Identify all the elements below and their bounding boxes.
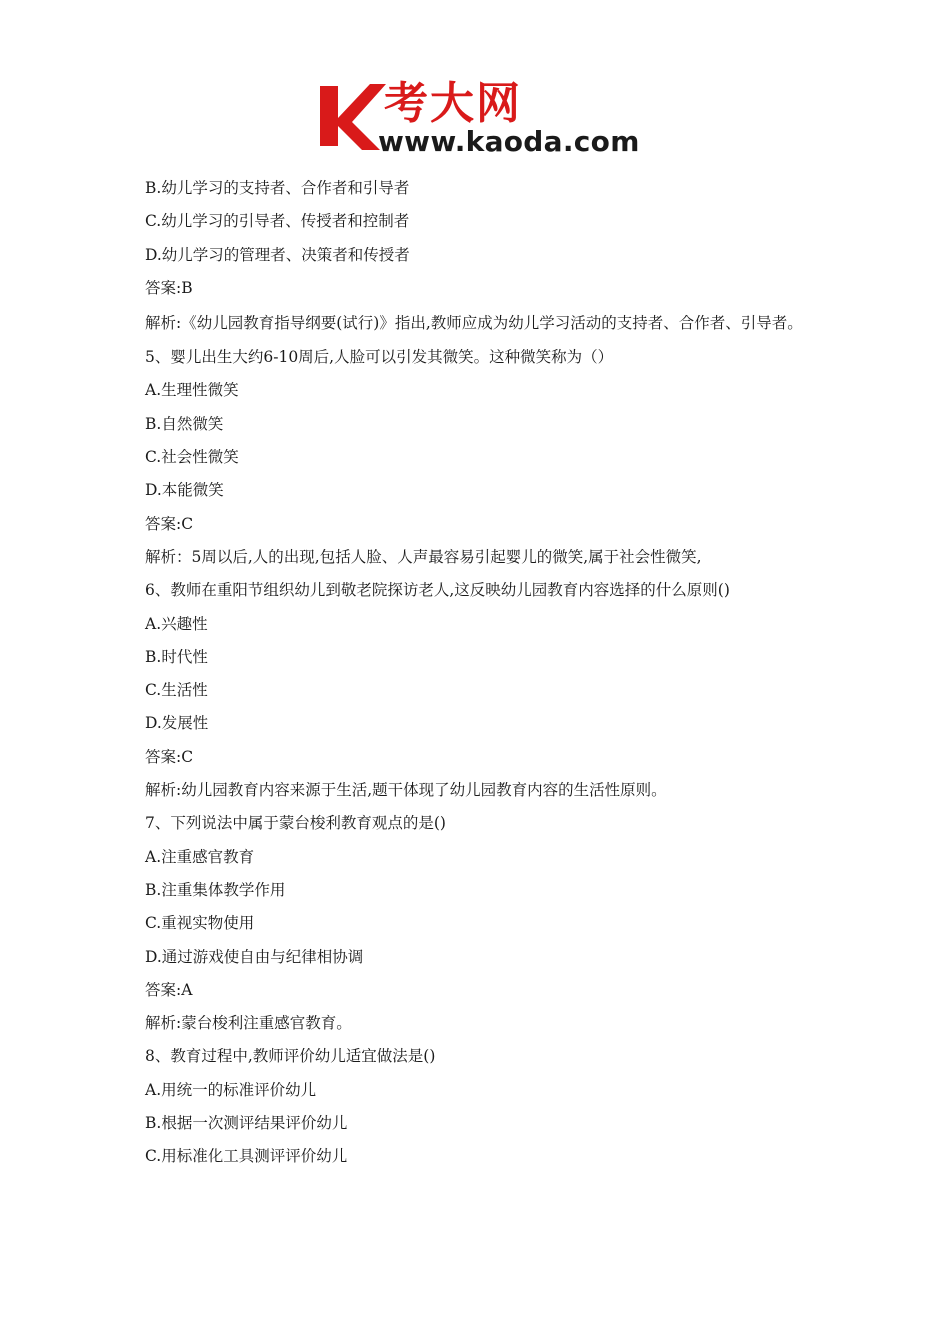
document-body xyxy=(145,172,815,1174)
answer: 答案:B xyxy=(145,278,193,297)
explanation: 解析:幼儿园教育内容来源于生活,题干体现了幼儿园教育内容的生活性原则。 xyxy=(145,781,667,800)
question-5: 5、婴儿出生大约6-10周后,人脸可以引发其微笑。这种微笑称为（） xyxy=(145,348,614,367)
option-d: D.通过游戏使自由与纪律相协调 xyxy=(145,947,364,966)
option-b: B.时代性 xyxy=(145,647,208,666)
kaoda-logo xyxy=(318,80,638,160)
brand-name: 考大网 xyxy=(384,78,522,129)
option-d: D.本能微笑 xyxy=(145,481,224,500)
option-a: A.注重感官教育 xyxy=(145,847,255,866)
option-b: B.根据一次测评结果评价幼儿 xyxy=(145,1114,348,1133)
answer: 答案:C xyxy=(145,514,194,533)
option-b: B.注重集体教学作用 xyxy=(145,880,286,899)
option-c: C.幼儿学习的引导者、传授者和控制者 xyxy=(145,212,410,231)
explanation: 解析:蒙台梭利注重感官教育。 xyxy=(145,1014,352,1033)
explanation: 解析：5周以后,人的出现,包括人脸、人声最容易引起婴儿的微笑,属于社会性微笑, xyxy=(145,547,702,566)
option-a: A.生理性微笑 xyxy=(145,381,239,400)
option-c: C.生活性 xyxy=(145,681,208,700)
k-letter-logo-icon xyxy=(318,80,386,152)
question-8: 8、教育过程中,教师评价幼儿适宜做法是() xyxy=(145,1047,436,1066)
option-d: D.幼儿学习的管理者、决策者和传授者 xyxy=(145,245,410,264)
option-b: B.自然微笑 xyxy=(145,414,224,433)
option-b: B.幼儿学习的支持者、合作者和引导者 xyxy=(145,179,410,197)
answer: 答案:A xyxy=(145,980,193,999)
option-c: C.社会性微笑 xyxy=(145,448,239,467)
brand-url: www.kaoda.com xyxy=(378,125,640,158)
answer: 答案:C xyxy=(145,747,194,766)
question-7: 7、下列说法中属于蒙台梭利教育观点的是() xyxy=(145,814,446,833)
option-a: A.用统一的标准评价幼儿 xyxy=(145,1080,317,1099)
explanation: 解析:《幼儿园教育指导纲要(试行)》指出,教师应成为幼儿学习活动的支持者、合作者、引导者。 xyxy=(145,314,803,333)
question-6: 6、教师在重阳节组织幼儿到敬老院探访老人,这反映幼儿园教育内容选择的什么原则() xyxy=(145,581,730,600)
option-a: A.兴趣性 xyxy=(145,614,208,633)
option-c: C.用标准化工具测评评价幼儿 xyxy=(145,1147,348,1166)
option-d: D.发展性 xyxy=(145,714,209,733)
option-c: C.重视实物使用 xyxy=(145,914,255,933)
